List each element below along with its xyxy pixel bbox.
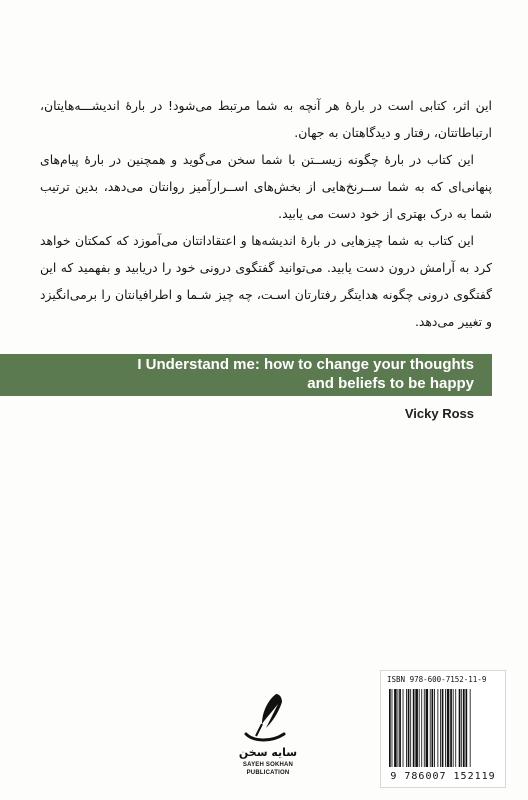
author-name: Vicky Ross [404, 406, 474, 421]
english-title-line-1: I Understand me: how to change your thoughts [137, 356, 474, 373]
publisher-logo [232, 690, 304, 786]
english-title-line-2: and beliefs to be happy [307, 375, 474, 392]
publisher-name-persian: سایه سخن [238, 746, 298, 759]
title-band [0, 354, 492, 396]
quill-feather-icon [232, 690, 304, 748]
barcode-digits: 9 786007 152119 [390, 771, 496, 782]
isbn-barcode-box [380, 670, 506, 788]
barcode-icon [387, 689, 499, 767]
publisher-name-english-line-2: PUBLICATION [246, 770, 290, 776]
blurb-paragraph-1: این اثر، کتابی است در بارۀ هر آنچه به شما مرتبط می‌شود! در بارۀ اندیشـــه‌هایتان، ارتباطاتتان، رفتار و دیدگاهتان به جهان. [40, 98, 492, 140]
blurb-paragraph-2: این کتاب در بارۀ چگونه زیســتن با شما سخن می‌گوید و همچنین در بارۀ پیام‌های پنهانی‌ای که به شما ســرنخ‌هایی از بخش‌های اســرارآمیز روانتان می‌دهد، بدین ترتیب شما به درک بهتری از خود دست می یابید. [40, 152, 492, 221]
blurb-paragraph-3: این کتاب به شما چیزهایی در بارۀ اندیشه‌ها و اعتقاداتتان می‌آموزد که کمکتان خواهد کرد به آرامش درون دست یابید. می‌توانید گفتگوی درونی خود را دریابید و بفهمید که این گفتگوی درونی چگونه هدایتگر رفتارتان اسـت، چه چیز شـما و اطرافیانتان را برمی‌انگیزد و تغییر می‌دهد. [40, 233, 492, 329]
publisher-name-english: SAYEH SOKHAN [242, 762, 294, 768]
isbn-label: ISBN 978-600-7152-11-9 [387, 675, 487, 684]
back-cover-blurb [40, 92, 492, 335]
